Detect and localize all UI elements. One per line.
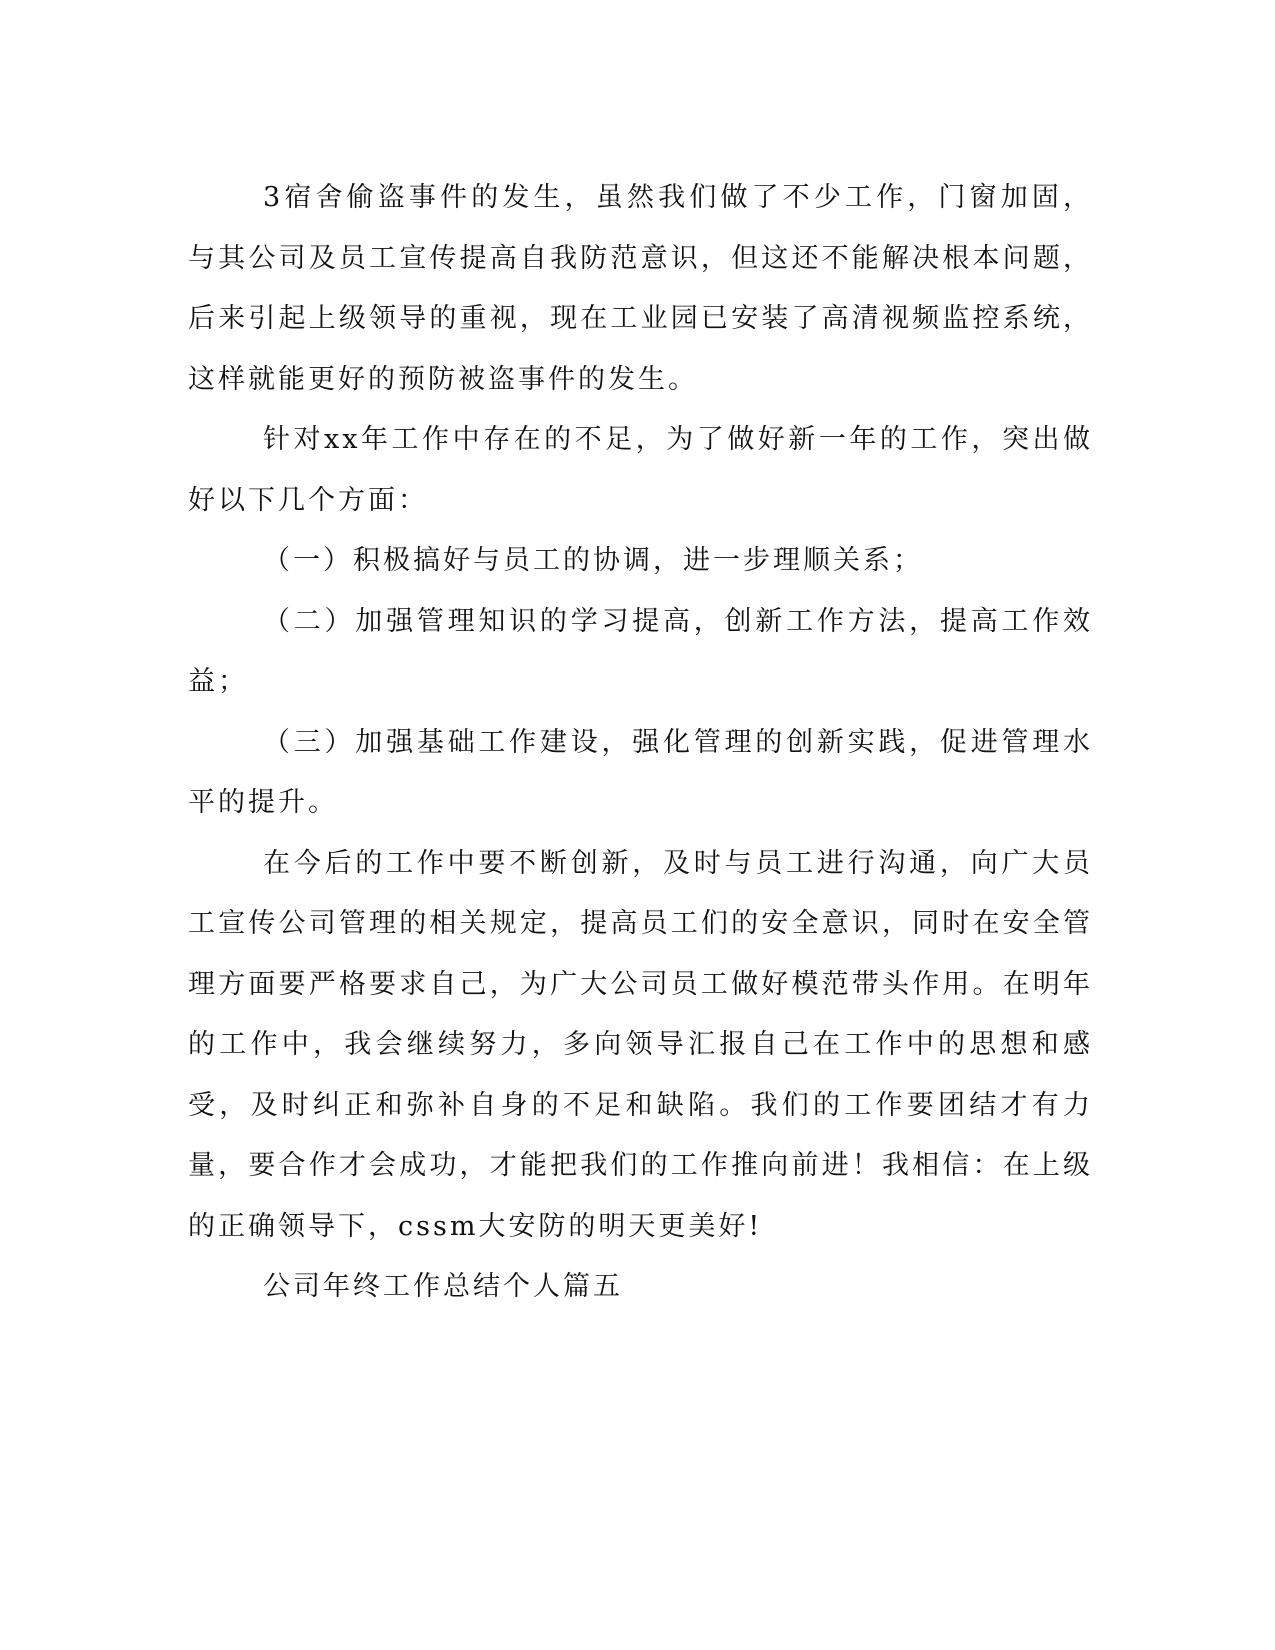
section-heading: 公司年终工作总结个人篇五 bbox=[263, 1271, 623, 1302]
document-body bbox=[188, 168, 1093, 1318]
list-item-foundation-work: （三）加强基础工作建设，强化管理的创新实践，促进管理水平的提升。 bbox=[188, 726, 1093, 818]
paragraph-future-work: 在今后的工作中要不断创新，及时与员工进行沟通，向广大员工宣传公司管理的相关规定，提高员工们的安全意识，同时在安全管理方面要严格要求自己，为广大公司员工做好模范带头作用。在明年的工作中，我会继续努力，多向领导汇报自己在工作中的思想和感受，及时纠正和弥补自身的不足和缺陷。我们的工作要团结才有力量，要合作才会成功，才能把我们的工作推向前进！我相信：在上级的正确领导下，cssm大安防的明天更美好! bbox=[188, 847, 1093, 1242]
paragraph-shortcomings: 针对xx年工作中存在的不足，为了做好新一年的工作，突出做好以下几个方面： bbox=[188, 424, 1093, 516]
paragraph-security-incident: 3宿舍偷盗事件的发生，虽然我们做了不少工作，门窗加固，与其公司及员工宣传提高自我防范意识，但这还不能解决根本问题，后来引起上级领导的重视，现在工业园已安装了高清视频监控系统，这样就能更好的预防被盗事件的发生。 bbox=[188, 182, 1093, 395]
list-item-coordination: （一）积极搞好与员工的协调，进一步理顺关系； bbox=[263, 545, 923, 576]
list-item-management-learning: （二）加强管理知识的学习提高，创新工作方法，提高工作效益； bbox=[188, 605, 1093, 697]
